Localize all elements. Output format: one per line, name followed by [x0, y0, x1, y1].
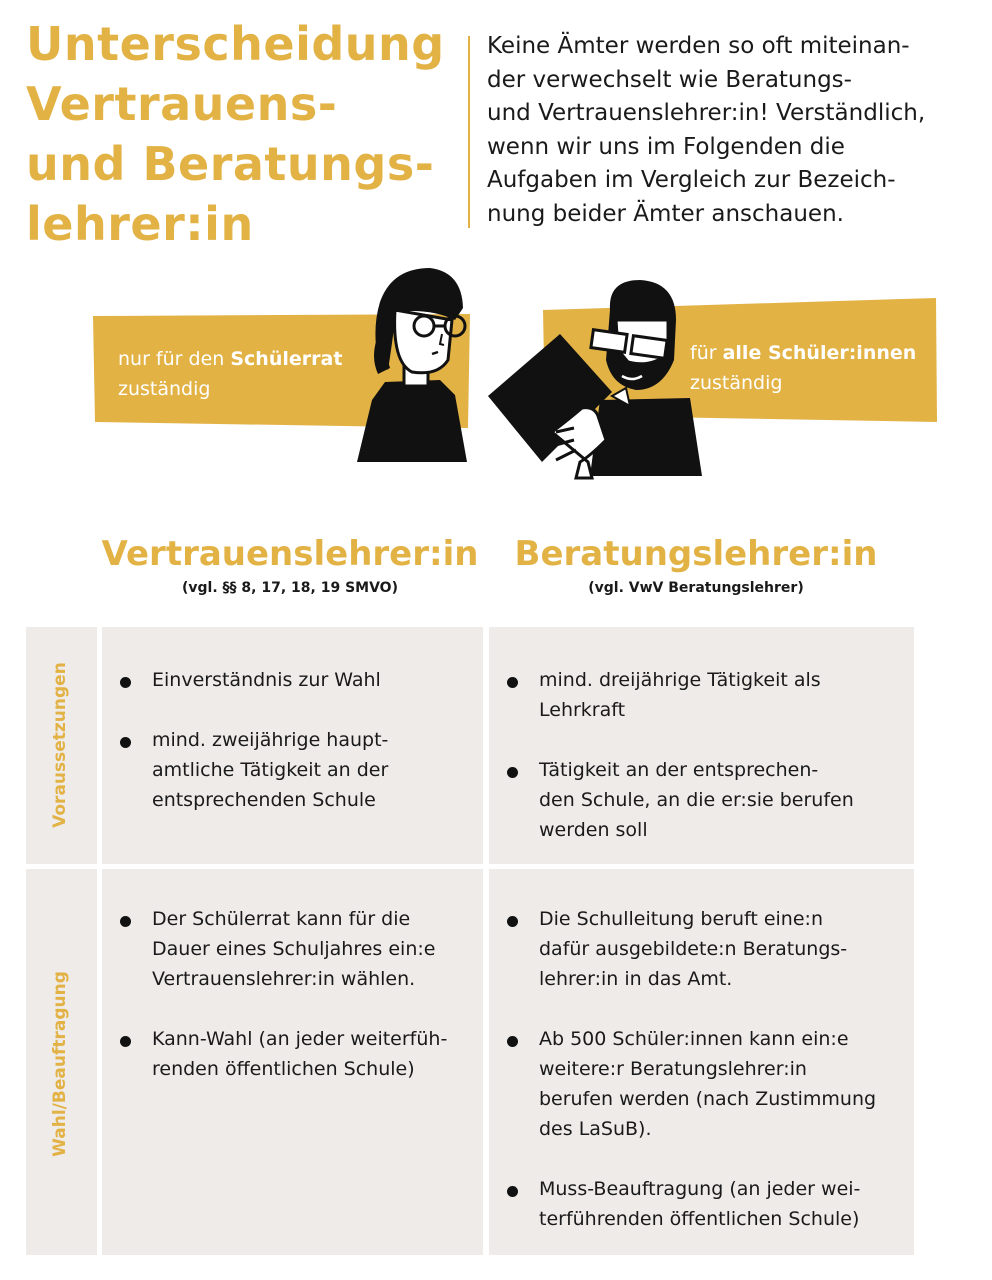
- right-banner-prefix: für: [690, 342, 723, 364]
- list-item: Der Schülerrat kann für die Dauer eines Schuljahres ein:e Vertrauenslehrer:in wählen.: [122, 904, 447, 994]
- right-banner-line2: zuständig: [690, 372, 783, 394]
- column-heading-beratungslehrer: [496, 532, 896, 596]
- intro-line: nung beider Ämter anschauen.: [487, 200, 844, 227]
- column-heading-vertrauenslehrer: [100, 532, 480, 596]
- list-voraussetzungen-vertrauen: [122, 665, 388, 845]
- row-label-voraussetzungen: Voraussetzungen: [50, 662, 70, 828]
- title-line-3: und Beratungs-: [26, 137, 435, 191]
- intro-line: wenn wir uns im Folgenden die: [487, 133, 845, 160]
- list-wahl-vertrauen: [122, 904, 447, 1114]
- left-banner-line2: zuständig: [118, 378, 211, 400]
- column-heading-title: Beratungslehrer:in: [514, 534, 878, 574]
- list-item: Ab 500 Schüler:innen kann ein:e weitere:r Beratungslehrer:in berufen werden (nach Zustimmung des LaSuB).: [509, 1024, 876, 1144]
- intro-line: Aufgaben im Vergleich zur Bezeich-: [487, 167, 896, 193]
- left-banner-bold: Schülerrat: [230, 348, 343, 370]
- row-label-wahl-beauftragung: Wahl/Beauftragung: [50, 971, 70, 1157]
- title-line-4: lehrer:in: [26, 197, 254, 251]
- list-item: mind. dreijährige Tätigkeit als Lehrkraft: [509, 665, 854, 725]
- header-divider: [468, 36, 470, 228]
- left-banner-text: [118, 344, 342, 404]
- right-banner-text: [690, 338, 916, 398]
- title-line-2: Vertrauens-: [26, 77, 338, 131]
- list-item: mind. zweijährige haupt- amtliche Tätigkeit an der entsprechenden Schule: [122, 725, 388, 815]
- list-item: Einverständnis zur Wahl: [122, 665, 388, 695]
- intro-line: und Vertrauenslehrer:in! Verständlich,: [487, 100, 926, 126]
- illustration: [0, 250, 992, 490]
- column-heading-source: (vgl. §§ 8, 17, 18, 19 SMVO): [182, 580, 398, 596]
- intro-line: der verwechselt wie Beratungs-: [487, 66, 852, 93]
- list-item: Die Schulleitung beruft eine:n dafür ausgebildete:n Beratungs- lehrer:in in das Amt.: [509, 904, 876, 994]
- intro-line: Keine Ämter werden so oft miteinan-: [487, 33, 910, 59]
- list-item: Muss-Beauftragung (an jeder wei- terführenden öffentlichen Schule): [509, 1174, 876, 1234]
- list-item: Kann-Wahl (an jeder weiterfüh- renden öffentlichen Schule): [122, 1024, 447, 1084]
- right-banner-bold: alle Schüler:innen: [722, 342, 917, 364]
- column-heading-title: Vertrauenslehrer:in: [101, 534, 479, 574]
- left-banner-prefix: nur für den: [118, 348, 231, 370]
- list-voraussetzungen-beratung: [509, 665, 854, 875]
- page-title: [26, 14, 456, 254]
- list-wahl-beratung: [509, 904, 876, 1264]
- title-line-1: Unterscheidung: [26, 17, 445, 71]
- list-item: Tätigkeit an der entsprechen- den Schule, an die er:sie berufen werden soll: [509, 755, 854, 845]
- column-heading-source: (vgl. VwV Beratungslehrer): [588, 580, 804, 596]
- intro-text: [487, 30, 957, 231]
